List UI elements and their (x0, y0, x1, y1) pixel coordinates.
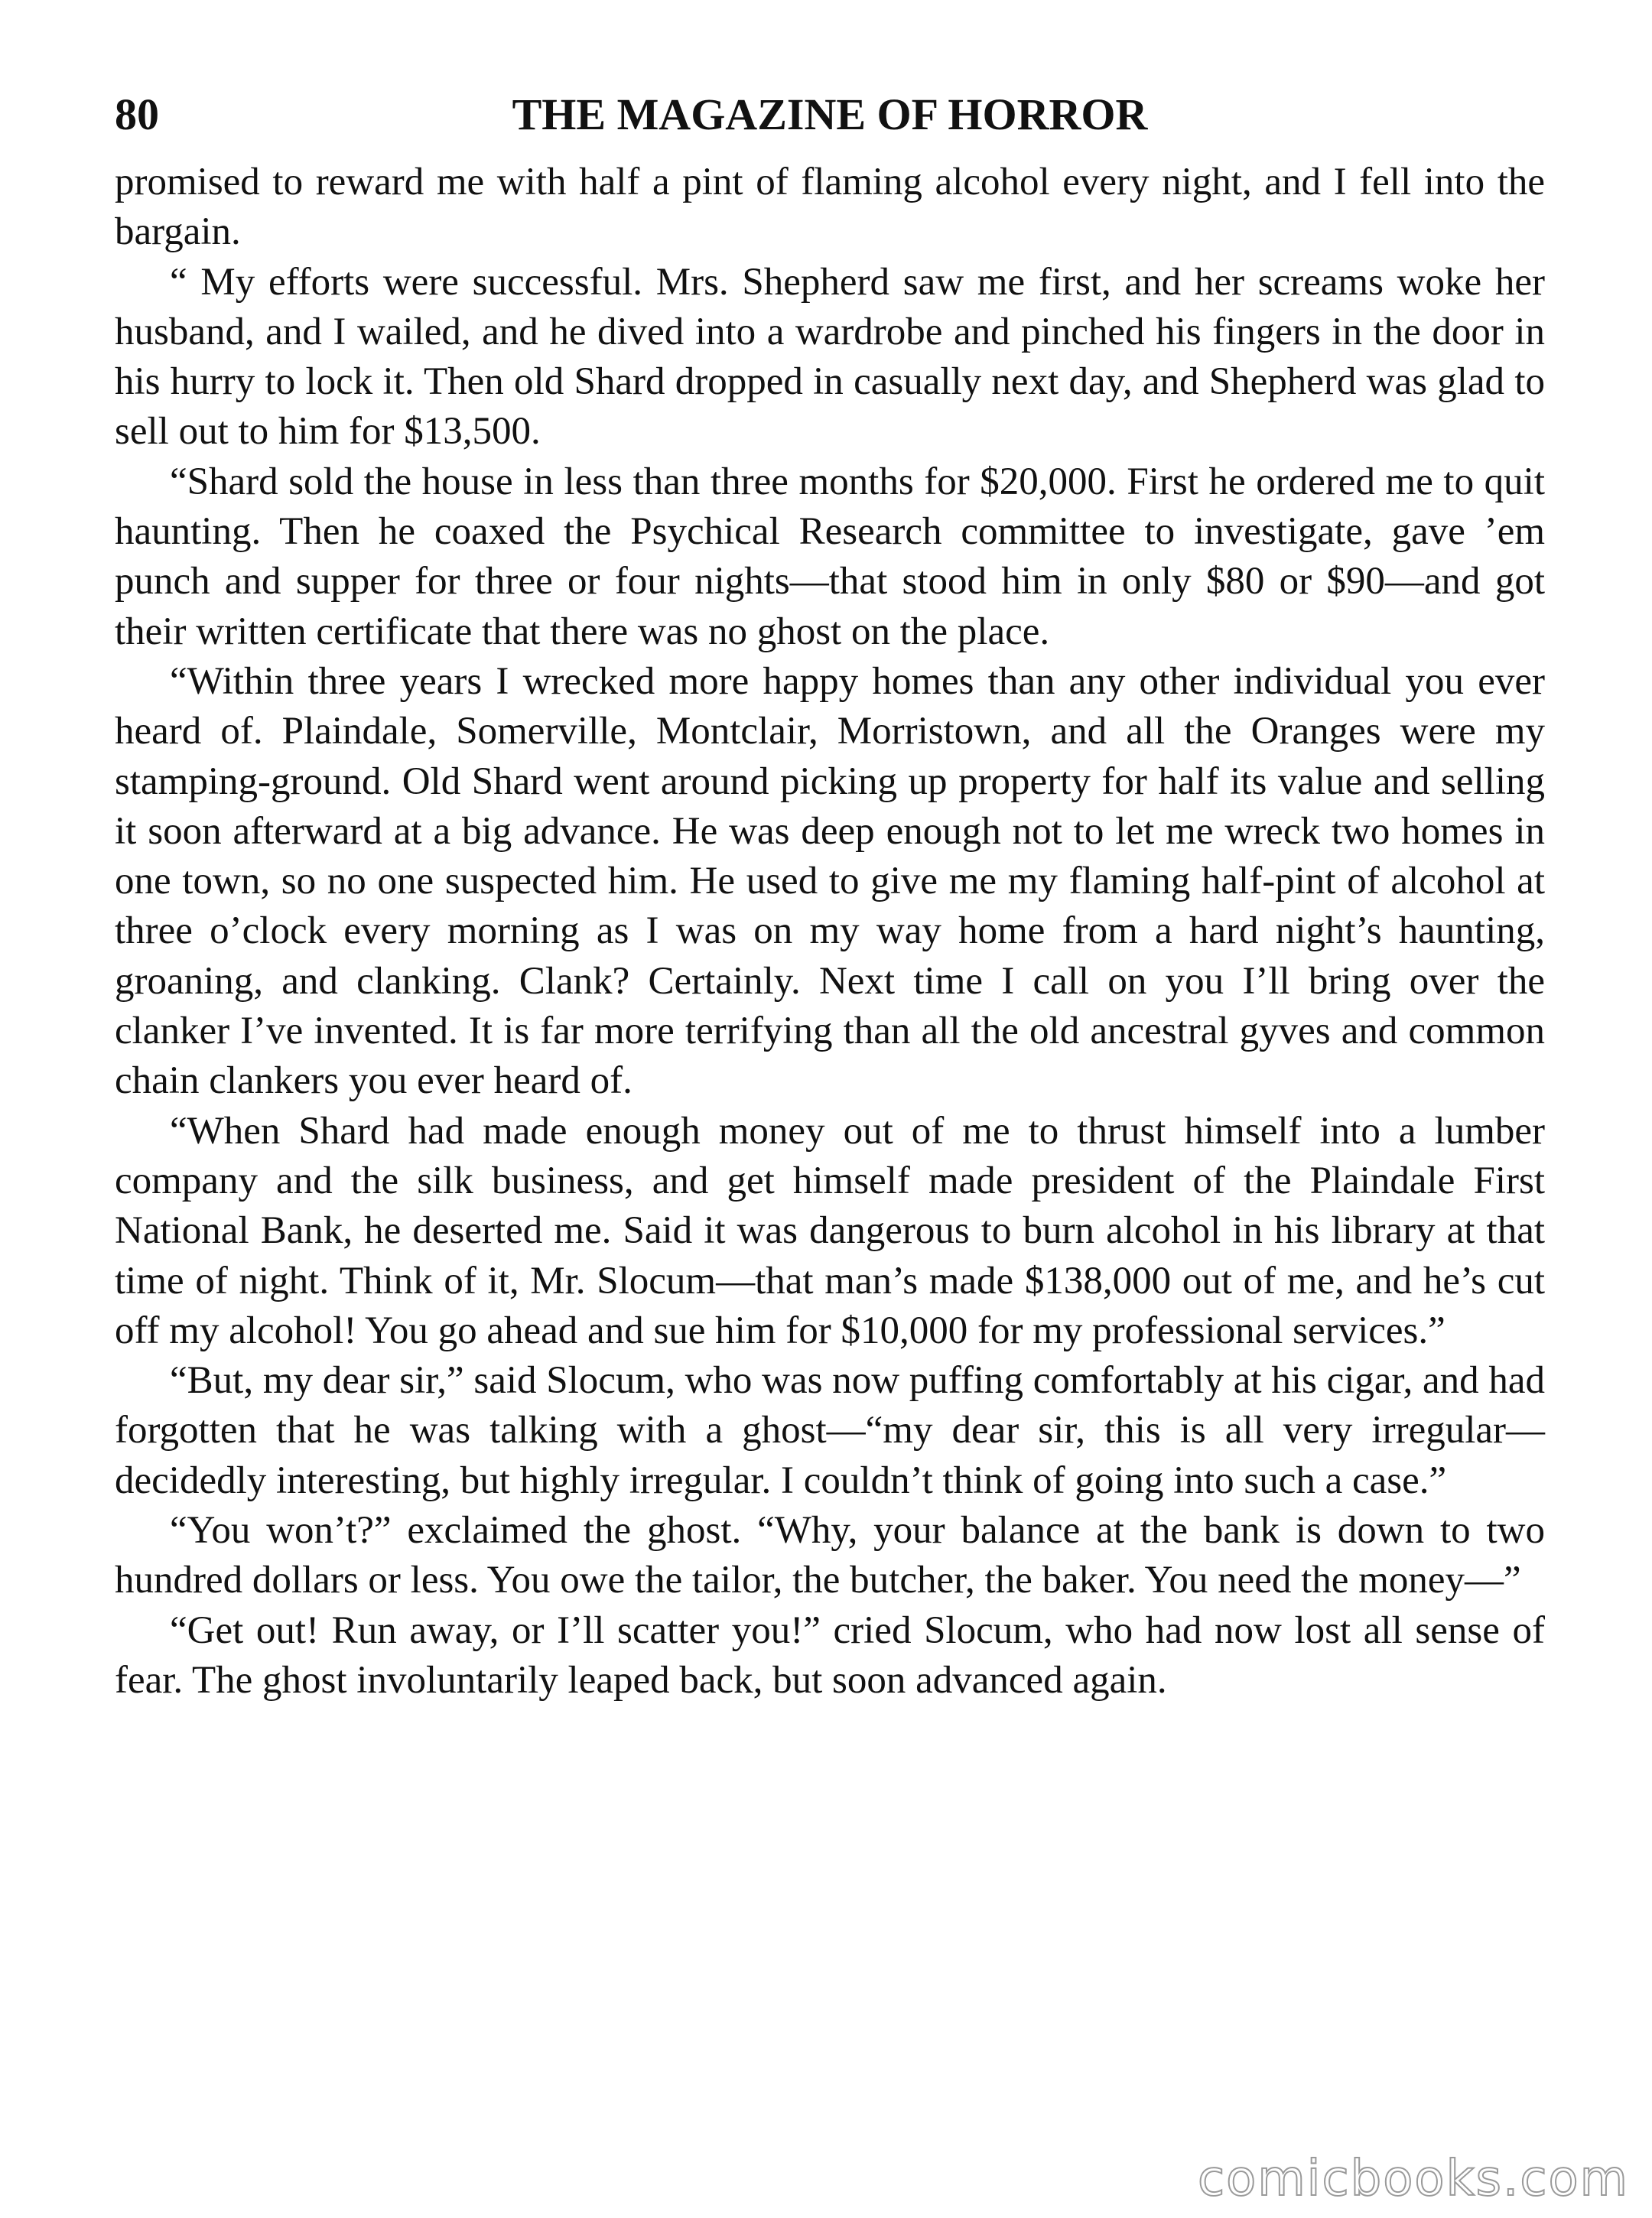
page-header (115, 84, 1545, 145)
page-number: 80 (115, 89, 159, 139)
paragraph: “Within three years I wrecked more happy homes than any other individual you ever heard of. Plaindale, Somerville, Montclair, Morristown, and all the Oranges were my stamping-ground. Old Shard went around picking up property for half its value and selling it soon afterward at a big advance. He was deep enough not to let me wreck two homes in one town, so no one suspected him. He used to give me my flaming half-pint of alcohol at three o’clock every morning as I was on my way home from a hard night’s haunting, groaning, and clanking. Clank? Certainly. Next time I call on you I’ll bring over the clanker I’ve invented. It is far more terrifying than all the old ancestral gyves and common chain clankers you ever heard of. (115, 659, 1545, 1103)
paragraph: promised to reward me with half a pint of flaming alcohol every night, and I fell into the bargain. (115, 161, 1545, 254)
running-title: THE MAGAZINE OF HORROR (512, 89, 1148, 139)
paragraph: “Shard sold the house in less than three months for $20,000. First he ordered me to quit haunting. Then he coaxed the Psychical Research committee to investigate, gave ’em punch and supper for three or four nights—that stood him in only $80 or $90—and got their written certificate that there was no ghost on the place. (115, 460, 1545, 653)
page (115, 84, 1545, 2149)
watermark-logo: comicbooks.com (1197, 2151, 1629, 2207)
paragraph: “Get out! Run away, or I’ll scatter you!” cried Slocum, who had now lost all sense of fear. The ghost involuntarily leaped back, but soon advanced again. (115, 1608, 1545, 1702)
body-text (115, 158, 1545, 1706)
paragraph: “When Shard had made enough money out of me to thrust himself into a lumber company and the silk business, and get himself made president of the Plaindale First National Bank, he deserted me. Said it was dangerous to burn alcohol in his library at that time of night. Think of it, Mr. Slocum—that man’s made $138,000 out of me, and he’s cut off my alcohol! You go ahead and sue him for $10,000 for my professional services.” (115, 1109, 1545, 1352)
paragraph: “ My efforts were successful. Mrs. Shepherd saw me first, and her screams woke her husband, and I wailed, and he dived into a wardrobe and pinched his fingers in the door in his hurry to lock it. Then old Shard dropped in casually next day, and Shepherd was glad to sell out to him for $13,500. (115, 260, 1545, 454)
paragraph: “But, my dear sir,” said Slocum, who was now puffing comfortably at his cigar, and had forgotten that he was talking with a ghost—“my dear sir, this is all very irregular—decidedly interesting, but highly irregular. I couldn’t think of going into such a case.” (115, 1359, 1545, 1502)
paragraph: “You won’t?” exclaimed the ghost. “Why, your balance at the bank is down to two hundred dollars or less. You owe the tailor, the butcher, the baker. You need the money—” (115, 1509, 1545, 1602)
